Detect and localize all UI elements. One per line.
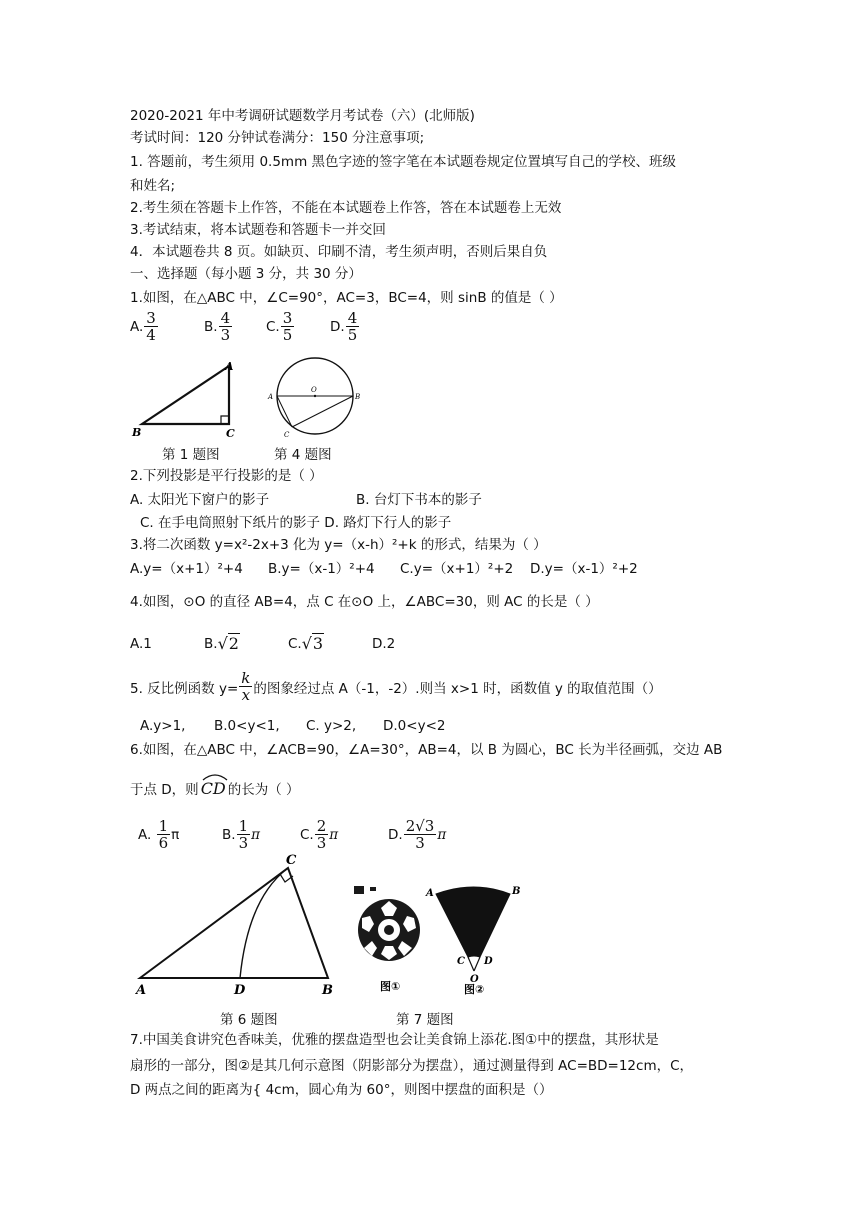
fig6-label-b: B xyxy=(322,983,333,998)
q2-option-cd: C. 在手电筒照射下纸片的影子 D. 路灯下行人的影子 xyxy=(140,515,452,531)
note-1-cont: 和姓名; xyxy=(130,178,176,194)
q6-option-d: D. $\frac{2√3}{3}$ π xyxy=(388,817,447,852)
figure-7-plate-photo xyxy=(352,886,427,1001)
q1-option-c: C. $\frac{3}{5}$ xyxy=(266,309,293,344)
fig1-label-c: C xyxy=(226,427,235,440)
q4-option-d: D.2 xyxy=(372,636,396,652)
section-heading: 一、选择题（每小题 3 分，共 30 分） xyxy=(130,266,362,282)
fig6-label-d: D xyxy=(234,983,246,998)
q5-option-c: C. y>2, xyxy=(306,718,357,734)
q3-stem: 3.将二次函数 y=x²-2x+3 化为 y=（x-h）²+k 的形式，结果为（ ） xyxy=(130,537,547,553)
q6-option-b: B. $\frac{1}{3}$ π xyxy=(222,817,260,852)
fig6-label-a: A xyxy=(136,983,147,998)
q1-option-d: D. $\frac{4}{5}$ xyxy=(330,309,358,344)
q1-option-a: A. $\frac{3}{4}$ xyxy=(130,309,156,344)
fig1-label-a: A xyxy=(225,360,234,373)
q7-stem-line3: D 两点之间的距离为{ 4cm，圆心角为 60°，则图中摆盘的面积是（） xyxy=(130,1082,553,1098)
figure-7-sector-diagram xyxy=(424,880,524,1000)
fig4-label-a: A xyxy=(268,393,274,401)
q2-stem: 2.下列投影是平行投影的是（ ） xyxy=(130,468,323,484)
figure-1-triangle xyxy=(130,358,245,440)
arc-cd-symbol: CD xyxy=(201,779,226,798)
q5-option-a: A.y>1, xyxy=(140,718,186,734)
caption-figure-4: 第 4 题图 xyxy=(274,447,332,463)
caption-figure-6: 第 6 题图 xyxy=(220,1012,278,1028)
q3-option-a: A.y=（x+1）²+4 xyxy=(130,561,243,577)
q5-stem: 5. 反比例函数 y= $\frac{k}{x}$ 的图象经过点 A（-1，-2）.则当 x>1 时，函数值 y 的取值范围（） xyxy=(130,669,662,704)
note-1: 1. 答题前，考生须用 0.5mm 黑色字迹的签字笔在本试题卷规定位置填写自己的学校、班级 xyxy=(130,154,677,170)
q3-option-b: B.y=（x-1）²+4 xyxy=(268,561,375,577)
q7-stem-line1: 7.中国美食讲究色香味美，优雅的摆盘造型也会让美食锦上添花.图①中的摆盘，其形状是 xyxy=(130,1032,659,1048)
fig4-label-b: B xyxy=(355,393,361,401)
fig7-label-img1: 图① xyxy=(380,980,401,993)
q2-option-b: B. 台灯下书本的影子 xyxy=(356,492,482,508)
q7-stem-line2: 扇形的一部分，图②是其几何示意图（阴影部分为摆盘），通过测量得到 AC=BD=12cm，C， xyxy=(130,1058,694,1074)
note-3: 3.考试结束，将本试题卷和答题卡一并交回 xyxy=(130,222,386,238)
q3-option-c: C.y=（x+1）²+2 xyxy=(400,561,514,577)
fig4-label-o: O xyxy=(311,386,317,394)
fig1-label-b: B xyxy=(132,426,142,439)
q3-option-d: D.y=（x-1）²+2 xyxy=(530,561,638,577)
fig4-label-c: C xyxy=(284,431,290,439)
fig7-label-a: A xyxy=(426,888,434,899)
caption-figure-1: 第 1 题图 xyxy=(162,447,220,463)
q4-option-a: A.1 xyxy=(130,636,152,652)
fig7-label-img2: 图② xyxy=(464,983,485,996)
figure-4-circle xyxy=(264,355,364,440)
q1-stem: 1.如图，在△ABC 中，∠C=90°，AC=3，BC=4，则 sinB 的值是（ ） xyxy=(130,290,563,306)
q6-stem-line1: 6.如图，在△ABC 中，∠ACB=90，∠A=30°，AB=4，以 B 为圆心，BC 长为半径画弧，交边 AB xyxy=(130,742,723,758)
q5-option-d: D.0<y<2 xyxy=(383,718,446,734)
q4-option-b: B. √2 xyxy=(204,634,239,653)
fig6-label-c: C xyxy=(286,853,297,868)
exam-info: 考试时间：120 分钟试卷满分：150 分注意事项; xyxy=(130,130,425,146)
note-2: 2.考生须在答题卡上作答，不能在本试题卷上作答，答在本试题卷上无效 xyxy=(130,200,562,216)
q1-option-b: B. $\frac{4}{3}$ xyxy=(204,309,231,344)
caption-figure-7: 第 7 题图 xyxy=(396,1012,454,1028)
figure-6-triangle-arc xyxy=(130,850,345,1000)
q6-stem-line2: 于点 D，则 CD 的长为（ ） xyxy=(130,778,300,798)
exam-title: 2020-2021 年中考调研试题数学月考试卷（六）(北师版) xyxy=(130,108,475,124)
fig7-label-d: D xyxy=(484,956,493,967)
fig7-label-o: O xyxy=(470,974,479,985)
q5-option-b: B.0<y<1, xyxy=(214,718,280,734)
q4-stem: 4.如图，⊙O 的直径 AB=4，点 C 在⊙O 上，∠ABC=30，则 AC 的长是（ ） xyxy=(130,594,599,610)
q6-option-a: A. $\frac{1}{6}$ π xyxy=(138,817,180,852)
q2-option-a: A. 太阳光下窗户的影子 xyxy=(130,492,270,508)
q6-option-c: C. $\frac{2}{3}$ π xyxy=(300,817,339,852)
fig7-label-c: C xyxy=(457,956,465,967)
q4-option-c: C. √3 xyxy=(288,634,324,653)
note-4: 4．本试题卷共 8 页。如缺页、印刷不清，考生须声明，否则后果自负 xyxy=(130,244,548,260)
fig7-label-b: B xyxy=(512,886,521,897)
